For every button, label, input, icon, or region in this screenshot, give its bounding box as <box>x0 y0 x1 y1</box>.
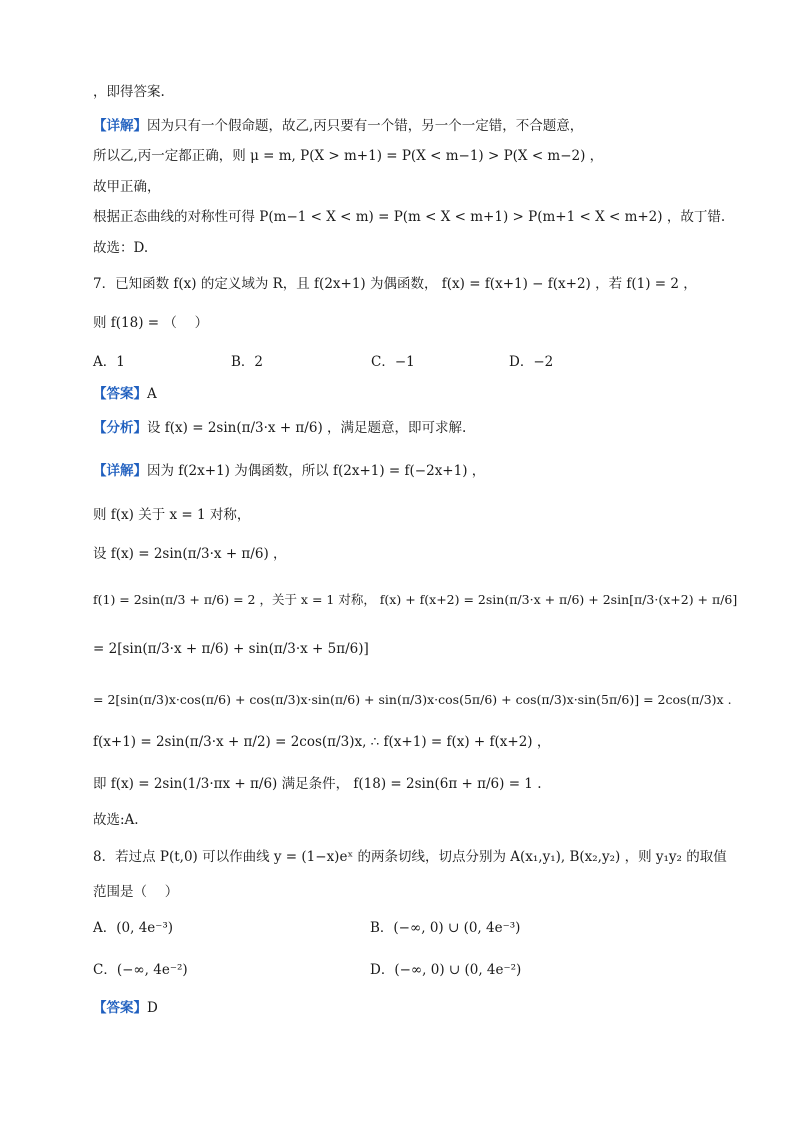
text-line: ，即得答案. <box>93 84 165 100</box>
section-tag: 【详解】 <box>93 463 147 479</box>
option-a: A．1 <box>93 354 125 370</box>
text-line: 即 f(x) = 2sin(1/3·πx + π/6) 满足条件， f(18) = 2sin(6π + π/6) = 1 . <box>93 776 542 792</box>
option-c: C．−1 <box>371 354 415 370</box>
text-line: = 2[sin(π/3)x·cos(π/6) + cos(π/3)x·sin(π/6) + sin(π/3)x·cos(5π/6) + cos(π/3)x·sin(5π/6)] = 2cos(π/3)x . <box>93 692 732 707</box>
answer-label: 【答案】A <box>93 386 157 402</box>
text-line: 【详解】因为 f(2x+1) 为偶函数，所以 f(2x+1) = f(−2x+1) ， <box>93 463 486 479</box>
analysis-line: 【分析】设 f(x) = 2sin(π/3·x + π/6) ，满足题意，即可求解. <box>93 420 467 436</box>
text-line: 范围是（ ） <box>93 884 179 900</box>
question-7-stem: 7．已知函数 f(x) 的定义域为 R，且 f(2x+1) 为偶函数， f(x) = f(x+1) − f(x+2) ，若 f(1) = 2 ， <box>93 276 697 292</box>
option-a: A．(0, 4e⁻³) <box>93 920 174 936</box>
text-line: 故选：D. <box>93 240 149 256</box>
text-line: 则 f(18) = （ ） <box>93 315 209 331</box>
section-tag: 【答案】 <box>93 386 147 402</box>
answer-label: 【答案】D <box>93 1000 158 1016</box>
section-tag: 【详解】 <box>93 118 147 134</box>
text-line: 则 f(x) 关于 x = 1 对称， <box>93 507 251 523</box>
option-b: B．(−∞, 0) ∪ (0, 4e⁻³) <box>370 920 521 936</box>
option-b: B．2 <box>231 354 264 370</box>
section-tag: 【答案】 <box>93 1000 147 1016</box>
section-tag: 【分析】 <box>93 420 147 436</box>
text-line: f(x+1) = 2sin(π/3·x + π/2) = 2cos(π/3)x, ∴ f(x+1) = f(x) + f(x+2) ， <box>93 734 551 750</box>
option-d: D．−2 <box>509 354 554 370</box>
text-line: = 2[sin(π/3·x + π/6) + sin(π/3·x + 5π/6)] <box>93 641 369 657</box>
text-line: 根据正态曲线的对称性可得 P(m−1 < X < m) = P(m < X < m+1) > P(m+1 < X < m+2) ，故丁错. <box>93 209 726 225</box>
option-d: D．(−∞, 0) ∪ (0, 4e⁻²) <box>370 962 522 978</box>
text-line: f(1) = 2sin(π/3 + π/6) = 2 ，关于 x = 1 对称， f(x) + f(x+2) = 2sin(π/3·x + π/6) + 2sin[π/3·(x+2) + π/6] <box>93 592 738 607</box>
text-line: 故选:A. <box>93 812 139 828</box>
text-line: 所以乙,丙一定都正确，则 μ = m, P(X > m+1) = P(X < m−1) > P(X < m−2) ， <box>93 148 604 164</box>
text-line: 设 f(x) = 2sin(π/3·x + π/6) ， <box>93 546 287 562</box>
text-line: 故甲正确， <box>93 179 161 195</box>
question-8-stem: 8．若过点 P(t,0) 可以作曲线 y = (1−x)eˣ 的两条切线，切点分别为 A(x₁,y₁), B(x₂,y₂) ，则 y₁y₂ 的取值 <box>93 849 727 865</box>
text-line: 【详解】因为只有一个假命题，故乙,丙只要有一个错，另一个一定错，不合题意， <box>93 118 584 134</box>
option-c: C．(−∞, 4e⁻²) <box>93 962 188 978</box>
